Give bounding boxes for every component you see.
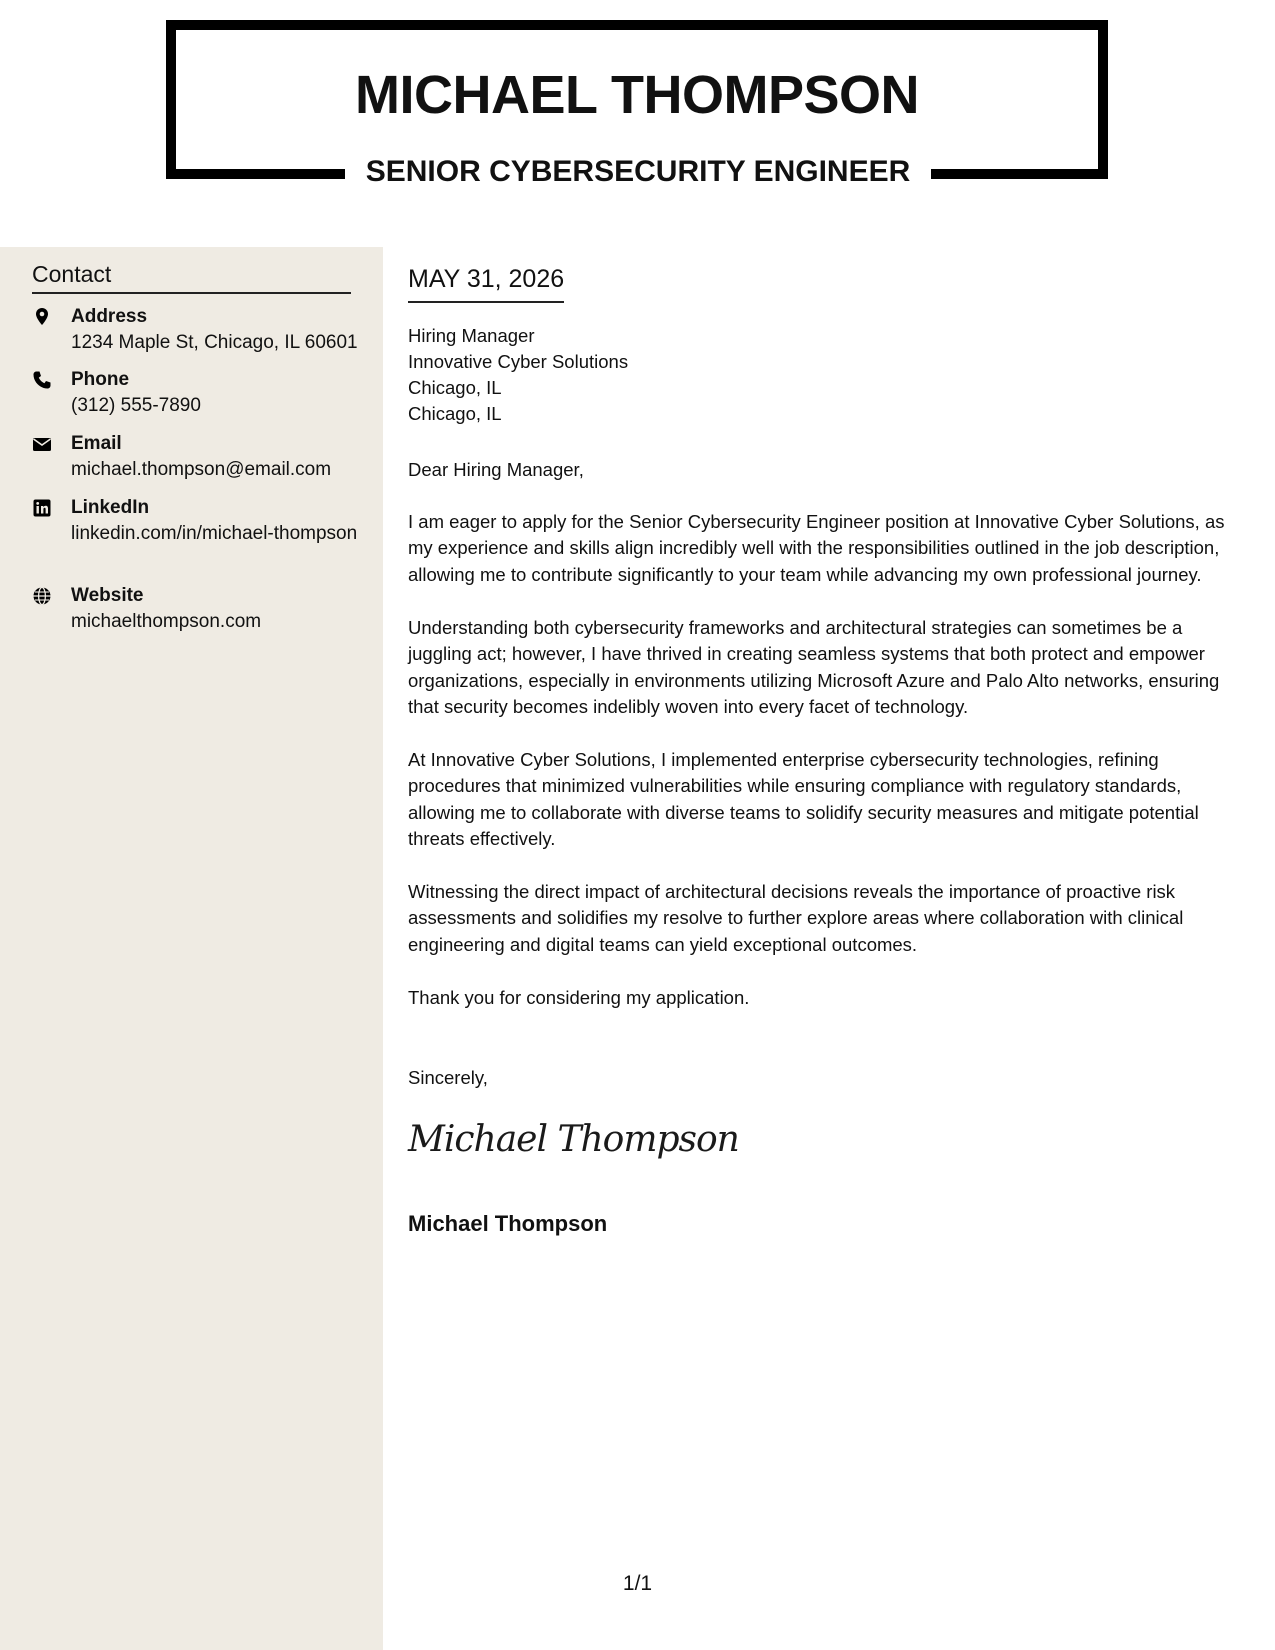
closing: Sincerely,	[408, 1067, 488, 1088]
contact-value-phone: (312) 555-7890	[71, 395, 201, 416]
letter-paragraph: Thank you for considering my application.	[408, 987, 750, 1008]
contact-label-website: Website	[71, 585, 144, 606]
letter-paragraph: Understanding both cybersecurity frameworks and architectural strategies can sometimes be a juggling act; however, I have thrived in creating seamless systems that both protect and empower organizations, especially in environments utilizing Microsoft Azure and Palo Alto networks, ensuring that security becomes indelibly woven into every facet of technology.	[408, 617, 1220, 718]
contact-label-phone: Phone	[71, 369, 130, 390]
contact-value-website: michaelthompson.com	[71, 611, 262, 632]
recipient-line: Chicago, IL	[408, 377, 502, 398]
recipient-line: Innovative Cyber Solutions	[408, 351, 629, 372]
map-pin-icon	[32, 307, 52, 327]
page-number: 1/1	[622, 1572, 653, 1595]
letter-paragraph: At Innovative Cyber Solutions, I implemented enterprise cybersecurity technologies, refining procedures that minimized vulnerabilities while ensuring compliance with regulatory standards, allowing me to collaborate with diverse teams to solidify security measures and mitigate potential threats effectively.	[408, 749, 1199, 850]
header-frame-bottom-right	[931, 169, 1108, 179]
contact-label-linkedin: LinkedIn	[71, 497, 150, 518]
letter-paragraph: Witnessing the direct impact of architectural decisions reveals the importance of proactive risk assessments and solidifies my resolve to further explore areas where collaboration with clinical engineering and digital teams can yield exceptional outcomes.	[408, 881, 1184, 955]
phone-icon	[32, 370, 52, 390]
handwritten-signature: Michael Thompson	[408, 1119, 739, 1160]
signer-name: Michael Thompson	[408, 1211, 608, 1236]
linkedin-icon	[32, 498, 52, 518]
letter-date: MAY 31, 2026	[408, 263, 564, 303]
applicant-name: MICHAEL THOMPSON	[354, 65, 919, 125]
contact-label-email: Email	[71, 433, 122, 454]
recipient-line: Hiring Manager	[408, 325, 535, 346]
contact-label-address: Address	[71, 306, 148, 327]
envelope-icon	[32, 434, 52, 454]
job-title: SENIOR CYBERSECURITY ENGINEER	[365, 155, 911, 188]
recipient-line: Chicago, IL	[408, 403, 502, 424]
contact-value-email: michael.thompson@email.com	[71, 459, 332, 480]
salutation: Dear Hiring Manager,	[408, 459, 584, 480]
globe-icon	[32, 586, 52, 606]
letter-paragraph: I am eager to apply for the Senior Cybersecurity Engineer position at Innovative Cyber Solutions, as my experience and skills align incredibly well with the responsibilities outlined in the job description, allowing me to contribute significantly to your team while advancing my own professional journey.	[408, 511, 1225, 585]
recipient-block	[408, 323, 628, 427]
contact-sidebar	[0, 247, 383, 1650]
contact-value-address: 1234 Maple St, Chicago, IL 60601	[71, 332, 358, 353]
contact-heading: Contact	[32, 259, 351, 294]
header-frame-bottom-left	[166, 169, 345, 179]
contact-value-linkedin: linkedin.com/in/michael-thompson	[71, 523, 358, 544]
